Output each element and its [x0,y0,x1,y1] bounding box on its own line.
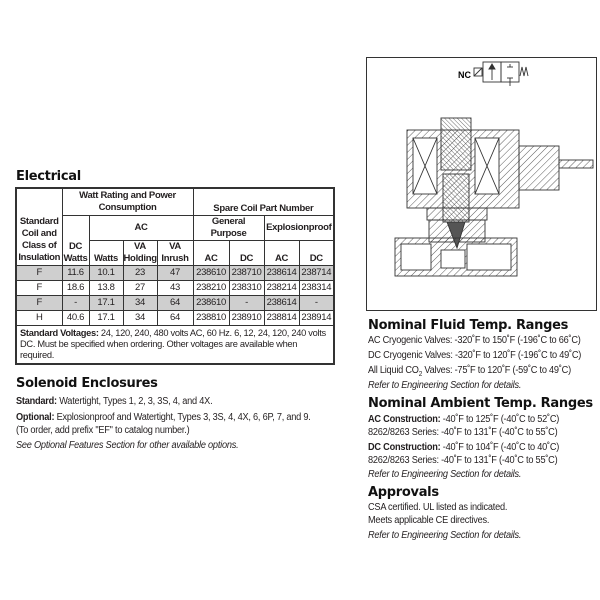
header-ep-ac: AC [264,241,299,266]
header-va-holding: VA Holding [123,241,157,264]
electrical-heading: Electrical [16,169,81,184]
table-cell: - [299,296,334,311]
table-row [16,296,334,311]
standard-text: Watertight, Types 1, 2, 3, 3S, 4, and 4X. [56,396,213,407]
table-row [16,281,334,296]
table-row [16,266,334,281]
standard-label: Standard: [16,396,57,407]
valve-body [395,118,593,276]
table-cell: 34 [123,296,157,311]
enclosures-see-note: See Optional Features Section for other available options. [16,440,239,451]
table-row [16,311,334,326]
header-standard-coil: Standard Coil and Class of Insulation [16,188,62,266]
fluid-temp-ac: AC Cryogenic Valves: -320˚F to 150˚F (-196˚C to 66˚C) [368,335,581,346]
fluid-temp-note: Refer to Engineering Section for details. [368,380,522,391]
enclosures-optional-note: (To order, add prefix "EF" to catalog number.) [16,425,190,436]
table-cell: 238714 [299,266,334,281]
header-watt-rating: Watt Rating and Power Consumption [62,188,193,216]
dc-construction-text: -40˚F to 104˚F (-40˚C to 40˚C) [440,442,560,453]
standard-voltages-text: 24, 120, 240, 480 volts AC, 60 Hz. 6, 12, 24, 120, 240 volts DC. Must be specified when ordering. Other voltages are available when required. [20,328,326,360]
table-cell: 238210 [193,281,229,296]
table-cell: H [16,311,62,326]
enclosures-optional [16,412,311,423]
approvals-note: Refer to Engineering Section for details. [368,530,522,541]
standard-voltages-label: Standard Voltages: [20,328,99,338]
table-cell: 238910 [229,311,264,326]
valve-symbol [474,62,528,86]
optional-text: Explosionproof and Watertight, Types 3, 3S, 4, 4X, 6, 6P, 7, and 9. [54,412,311,423]
approvals-heading: Approvals [368,485,439,500]
header-gp-ac: AC [193,241,229,266]
co2-suffix: Valves: -75˚F to 120˚F (-59˚C to 49˚C) [422,365,571,376]
table-cell: 47 [157,266,193,281]
fluid-temp-heading: Nominal Fluid Temp. Ranges [368,318,569,333]
table-cell: 34 [123,311,157,326]
fluid-temp-dc: DC Cryogenic Valves: -320˚F to 120˚F (-196˚C to 49˚C) [368,350,582,361]
table-cell: F [16,281,62,296]
table-cell: F [16,296,62,311]
table-cell: 17.1 [89,311,123,326]
table-cell: 238710 [229,266,264,281]
table-cell: 23 [123,266,157,281]
electrical-table [15,187,335,365]
table-cell: 17.1 [89,296,123,311]
fluid-temp-co2 [368,365,571,378]
table-cell: 238614 [264,296,299,311]
table-cell: 40.6 [62,311,89,326]
table-cell: 238214 [264,281,299,296]
table-cell: 43 [157,281,193,296]
table-cell: 238314 [299,281,334,296]
header-gp-dc: DC [229,241,264,266]
ac-construction-label: AC Construction: [368,414,441,425]
table-cell: F [16,266,62,281]
table-cell: 18.6 [62,281,89,296]
table-cell: 64 [157,311,193,326]
valve-cross-section-diagram [366,57,597,311]
header-watts: Watts [89,241,123,266]
ambient-dc [368,442,559,453]
co2-subscript: 2 [418,371,423,378]
nc-label: NC [458,70,471,80]
ambient-temp-heading: Nominal Ambient Temp. Ranges [368,396,593,411]
header-ep-dc: DC [299,241,334,266]
ambient-ac [368,414,559,425]
table-cell: - [229,296,264,311]
table-cell: 238814 [264,311,299,326]
enclosures-standard [16,396,212,407]
table-cell: 13.8 [89,281,123,296]
approvals-line2: Meets applicable CE directives. [368,515,490,526]
co2-prefix: All Liquid CO [368,365,419,376]
approvals-line1: CSA certified. UL listed as indicated. [368,502,508,513]
ambient-dc-series: 8262/8263 Series: -40˚F to 131˚F (-40˚C to 55˚C) [368,455,558,466]
table-cell: 64 [157,296,193,311]
table-cell: 10.1 [89,266,123,281]
header-dc-watts: DC Watts [62,216,89,266]
header-explosionproof: Explosionproof [264,216,334,241]
header-general-purpose: General Purpose [193,216,264,241]
standard-voltages-note [16,326,334,365]
table-cell: 238610 [193,296,229,311]
table-cell: 238310 [229,281,264,296]
table-cell: 11.6 [62,266,89,281]
table-cell: - [62,296,89,311]
table-cell: 238914 [299,311,334,326]
table-cell: 238610 [193,266,229,281]
table-cell: 238614 [264,266,299,281]
header-ac: AC [89,216,193,241]
header-spare-coil: Spare Coil Part Number [193,188,334,216]
enclosures-heading: Solenoid Enclosures [16,376,158,391]
header-va-inrush: VA Inrush [157,241,193,266]
valve-drawing [367,58,596,310]
optional-label: Optional: [16,412,55,423]
table-cell: 238810 [193,311,229,326]
table-cell: 27 [123,281,157,296]
ac-construction-text: -40˚F to 125˚F (-40˚C to 52˚C) [440,414,560,425]
ambient-temp-note: Refer to Engineering Section for details. [368,469,522,480]
dc-construction-label: DC Construction: [368,442,441,453]
ambient-ac-series: 8262/8263 Series: -40˚F to 131˚F (-40˚C to 55˚C) [368,427,558,438]
